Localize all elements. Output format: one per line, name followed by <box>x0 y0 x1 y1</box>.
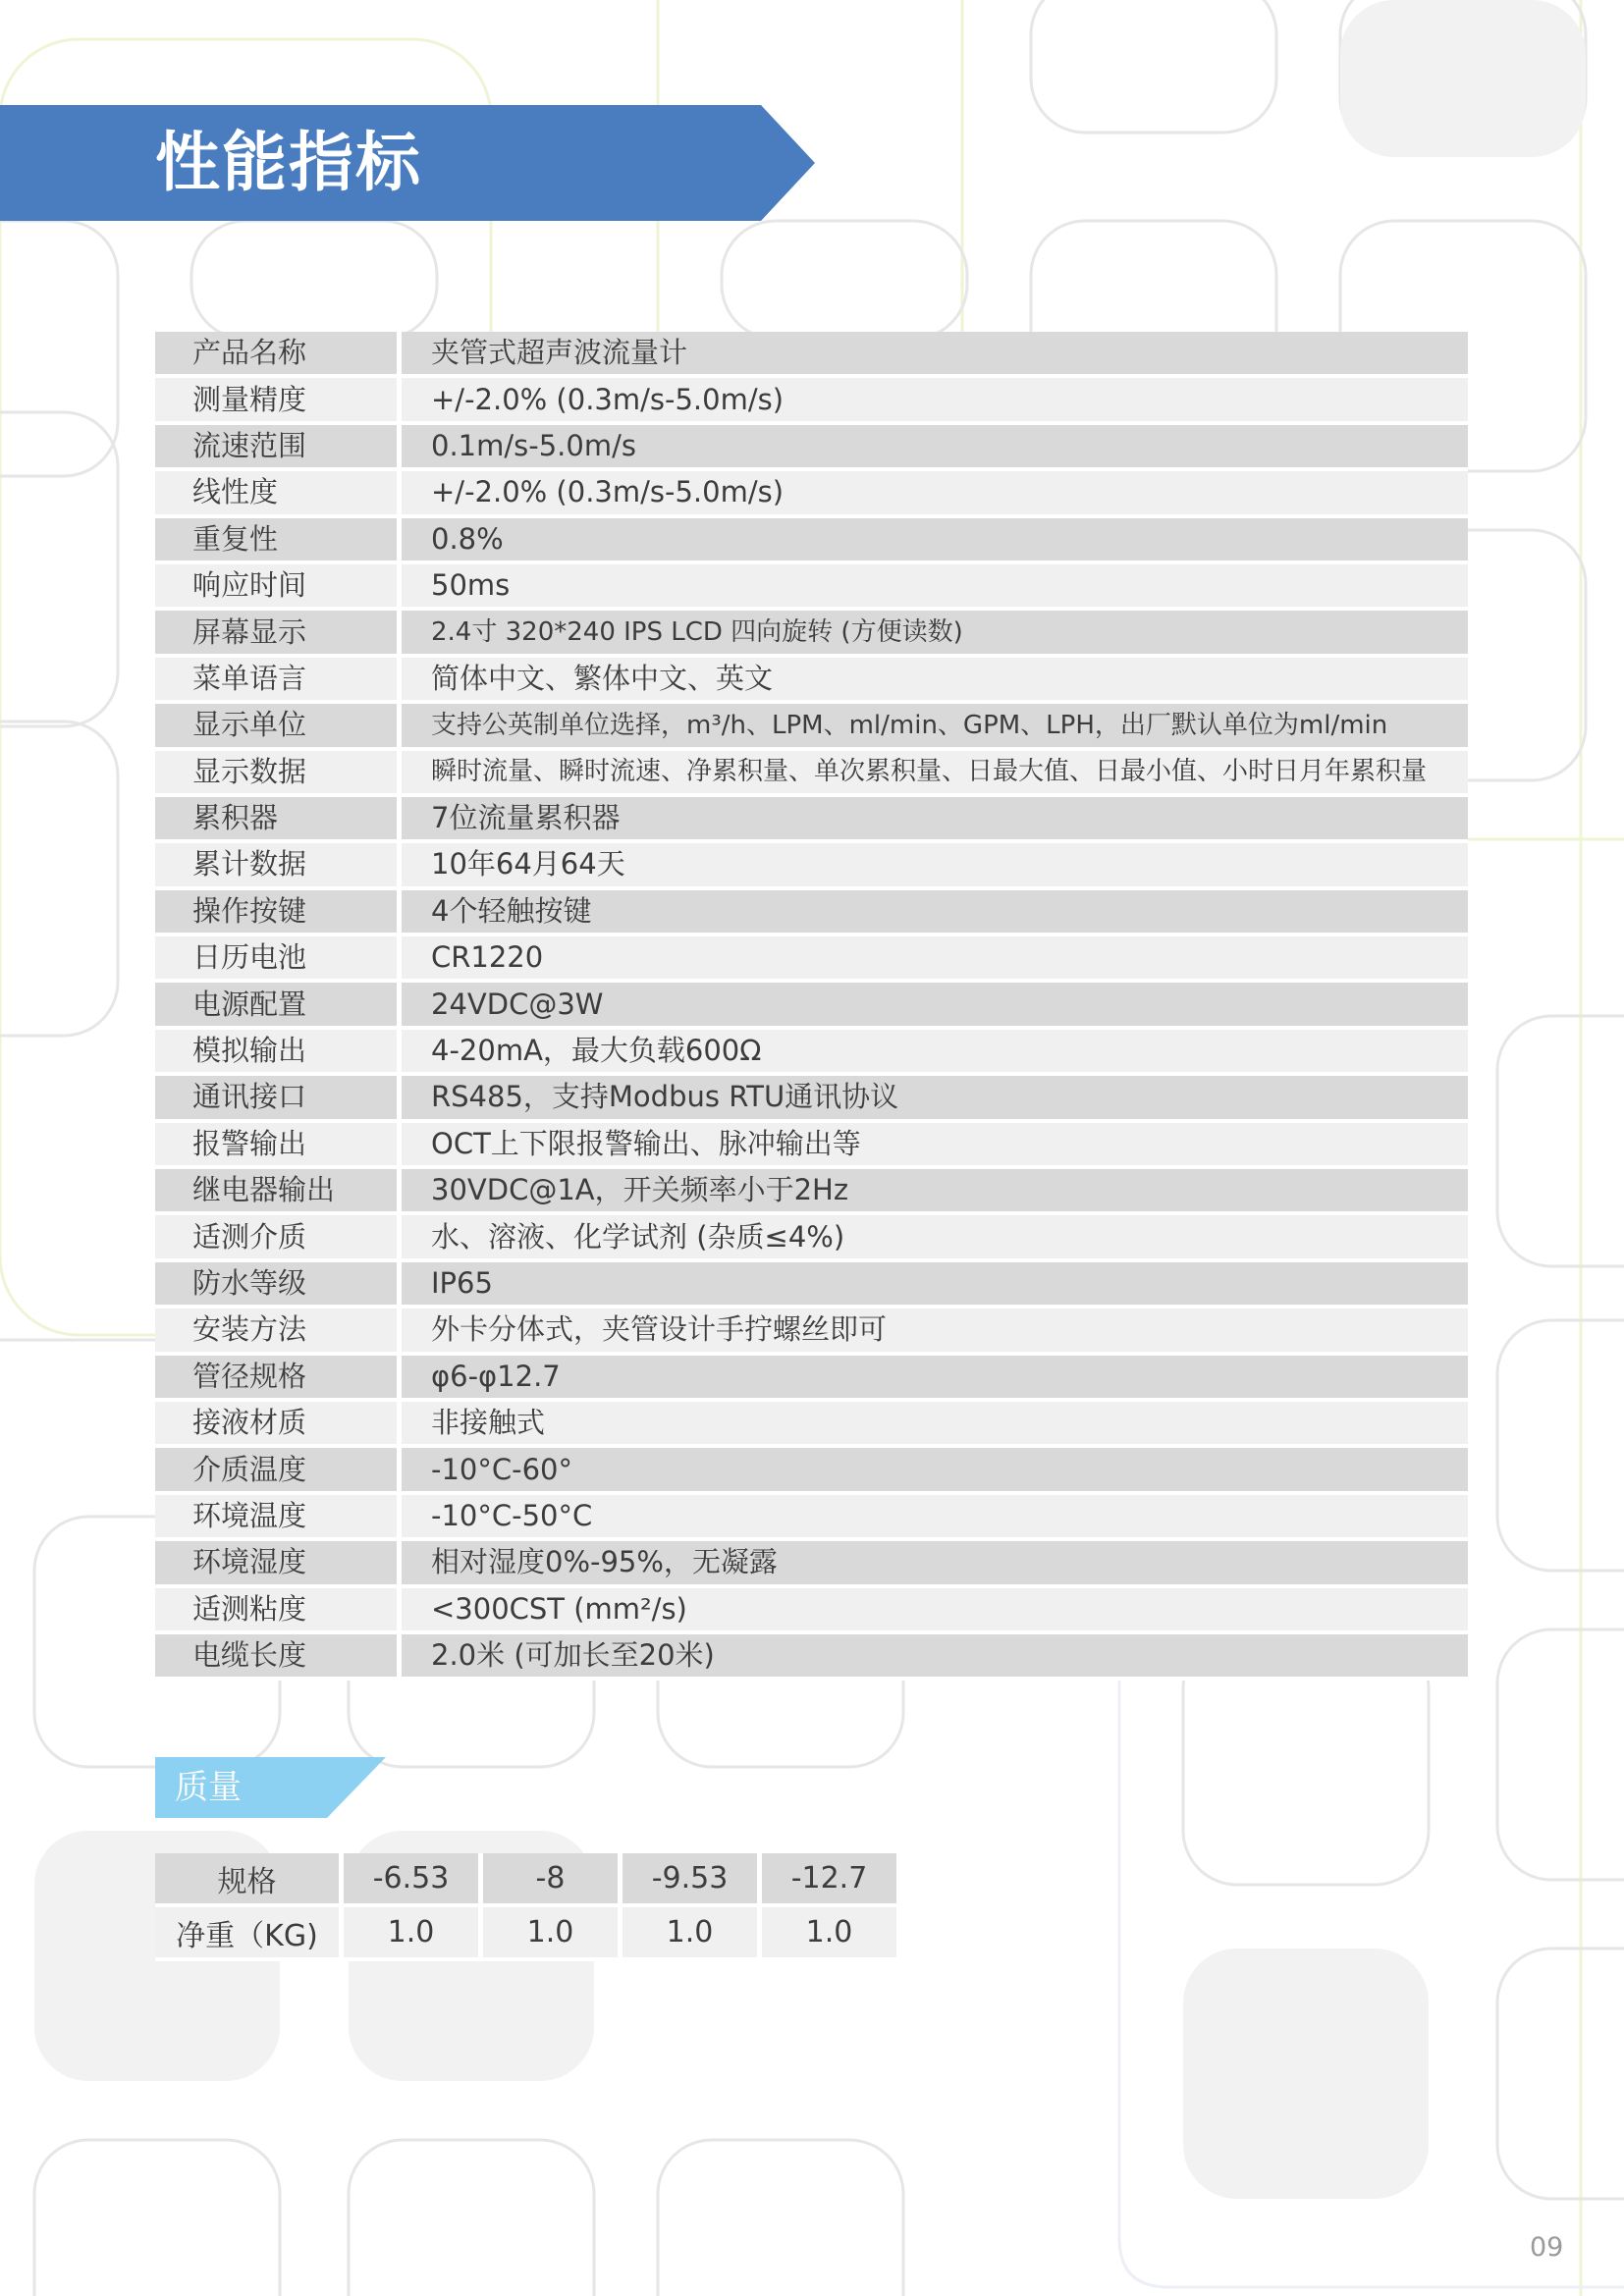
spec-label: 线性度 <box>155 471 402 517</box>
spec-row <box>155 332 1468 378</box>
spec-row <box>155 425 1468 471</box>
spec-row <box>155 1262 1468 1308</box>
spec-label: 操作按键 <box>155 890 402 936</box>
spec-value: 0.8% <box>402 518 1468 564</box>
page-number: 09 <box>1530 2232 1564 2263</box>
spec-value: 30VDC@1A，开关频率小于2Hz <box>402 1169 1468 1215</box>
spec-label: 流速范围 <box>155 425 402 471</box>
spec-value: 瞬时流量、瞬时流速、净累积量、单次累积量、日最大值、日最小值、小时日月年累积量 <box>402 751 1468 797</box>
spec-label: 响应时间 <box>155 564 402 611</box>
spec-value: 夹管式超声波流量计 <box>402 332 1468 378</box>
spec-label: 管径规格 <box>155 1356 402 1402</box>
spec-value: 简体中文、繁体中文、英文 <box>402 658 1468 704</box>
spec-value: -10°C-50°C <box>402 1495 1468 1541</box>
spec-label: 累积器 <box>155 797 402 843</box>
spec-row <box>155 890 1468 936</box>
mass-weight-cell: 1.0 <box>762 1907 896 1961</box>
spec-label: 报警输出 <box>155 1123 402 1169</box>
spec-label: 电源配置 <box>155 983 402 1029</box>
spec-row <box>155 564 1468 611</box>
spec-row <box>155 658 1468 704</box>
spec-value: 4个轻触按键 <box>402 890 1468 936</box>
mass-size-cell: -6.53 <box>344 1853 483 1907</box>
spec-label: 安装方法 <box>155 1308 402 1355</box>
mass-weight-header: 净重（KG) <box>155 1907 344 1961</box>
spec-row <box>155 1308 1468 1355</box>
spec-label: 适测介质 <box>155 1215 402 1261</box>
spec-row <box>155 611 1468 657</box>
spec-label: 测量精度 <box>155 378 402 424</box>
spec-row <box>155 983 1468 1029</box>
spec-label: 环境温度 <box>155 1495 402 1541</box>
spec-value: 2.4寸 320*240 IPS LCD 四向旋转 (方便读数) <box>402 611 1468 657</box>
spec-row <box>155 704 1468 750</box>
spec-label: 模拟输出 <box>155 1030 402 1076</box>
spec-label: 屏幕显示 <box>155 611 402 657</box>
spec-row <box>155 751 1468 797</box>
spec-value: 水、溶液、化学试剂 (杂质≤4%) <box>402 1215 1468 1261</box>
spec-label: 通讯接口 <box>155 1076 402 1122</box>
spec-label: 介质温度 <box>155 1448 402 1494</box>
spec-row <box>155 518 1468 564</box>
mass-weight-cell: 1.0 <box>344 1907 483 1961</box>
spec-label: 电缆长度 <box>155 1634 402 1681</box>
spec-row <box>155 936 1468 983</box>
spec-label: 菜单语言 <box>155 658 402 704</box>
spec-value: 7位流量累积器 <box>402 797 1468 843</box>
spec-row <box>155 1356 1468 1402</box>
spec-row <box>155 1123 1468 1169</box>
mass-weight-cell: 1.0 <box>483 1907 623 1961</box>
spec-label: 防水等级 <box>155 1262 402 1308</box>
spec-value: -10°C-60° <box>402 1448 1468 1494</box>
spec-table <box>155 332 1468 1681</box>
mass-size-cell: -9.53 <box>623 1853 762 1907</box>
spec-row <box>155 1588 1468 1634</box>
spec-value: +/-2.0% (0.3m/s-5.0m/s) <box>402 471 1468 517</box>
spec-label: 产品名称 <box>155 332 402 378</box>
spec-label: 环境湿度 <box>155 1541 402 1587</box>
spec-row <box>155 797 1468 843</box>
spec-value: 支持公英制单位选择，m³/h、LPM、ml/min、GPM、LPH，出厂默认单位为ml/min <box>402 704 1468 750</box>
spec-value: 相对湿度0%-95%，无凝露 <box>402 1541 1468 1587</box>
mass-size-row <box>155 1853 896 1907</box>
spec-value: CR1220 <box>402 936 1468 983</box>
spec-row <box>155 378 1468 424</box>
spec-label: 继电器输出 <box>155 1169 402 1215</box>
spec-row <box>155 1169 1468 1215</box>
spec-value: +/-2.0% (0.3m/s-5.0m/s) <box>402 378 1468 424</box>
spec-row <box>155 1634 1468 1681</box>
spec-value: OCT上下限报警输出、脉冲输出等 <box>402 1123 1468 1169</box>
spec-row <box>155 1402 1468 1448</box>
spec-value: RS485，支持Modbus RTU通讯协议 <box>402 1076 1468 1122</box>
spec-value: 4-20mA，最大负载600Ω <box>402 1030 1468 1076</box>
spec-label: 显示数据 <box>155 751 402 797</box>
spec-value: 10年64月64天 <box>402 843 1468 889</box>
spec-value: 0.1m/s-5.0m/s <box>402 425 1468 471</box>
mass-weight-row <box>155 1907 896 1961</box>
spec-row <box>155 1030 1468 1076</box>
spec-value: 外卡分体式，夹管设计手拧螺丝即可 <box>402 1308 1468 1355</box>
page-title: 性能指标 <box>155 125 422 200</box>
spec-value: 24VDC@3W <box>402 983 1468 1029</box>
spec-label: 日历电池 <box>155 936 402 983</box>
spec-row <box>155 1076 1468 1122</box>
spec-value: IP65 <box>402 1262 1468 1308</box>
spec-row <box>155 1448 1468 1494</box>
spec-value: φ6-φ12.7 <box>402 1356 1468 1402</box>
spec-row <box>155 471 1468 517</box>
spec-label: 适测粘度 <box>155 1588 402 1634</box>
spec-row <box>155 843 1468 889</box>
spec-label: 累计数据 <box>155 843 402 889</box>
mass-size-header: 规格 <box>155 1853 344 1907</box>
spec-value: 2.0米 (可加长至20米) <box>402 1634 1468 1681</box>
spec-value: <300CST (mm²/s) <box>402 1588 1468 1634</box>
spec-label: 显示单位 <box>155 704 402 750</box>
spec-row <box>155 1541 1468 1587</box>
mass-table <box>155 1853 896 1961</box>
spec-value: 非接触式 <box>402 1402 1468 1448</box>
mass-size-cell: -12.7 <box>762 1853 896 1907</box>
spec-label: 重复性 <box>155 518 402 564</box>
spec-value: 50ms <box>402 564 1468 611</box>
spec-row <box>155 1215 1468 1261</box>
spec-label: 接液材质 <box>155 1402 402 1448</box>
mass-size-cell: -8 <box>483 1853 623 1907</box>
mass-title: 质量 <box>175 1768 242 1807</box>
mass-weight-cell: 1.0 <box>623 1907 762 1961</box>
spec-row <box>155 1495 1468 1541</box>
